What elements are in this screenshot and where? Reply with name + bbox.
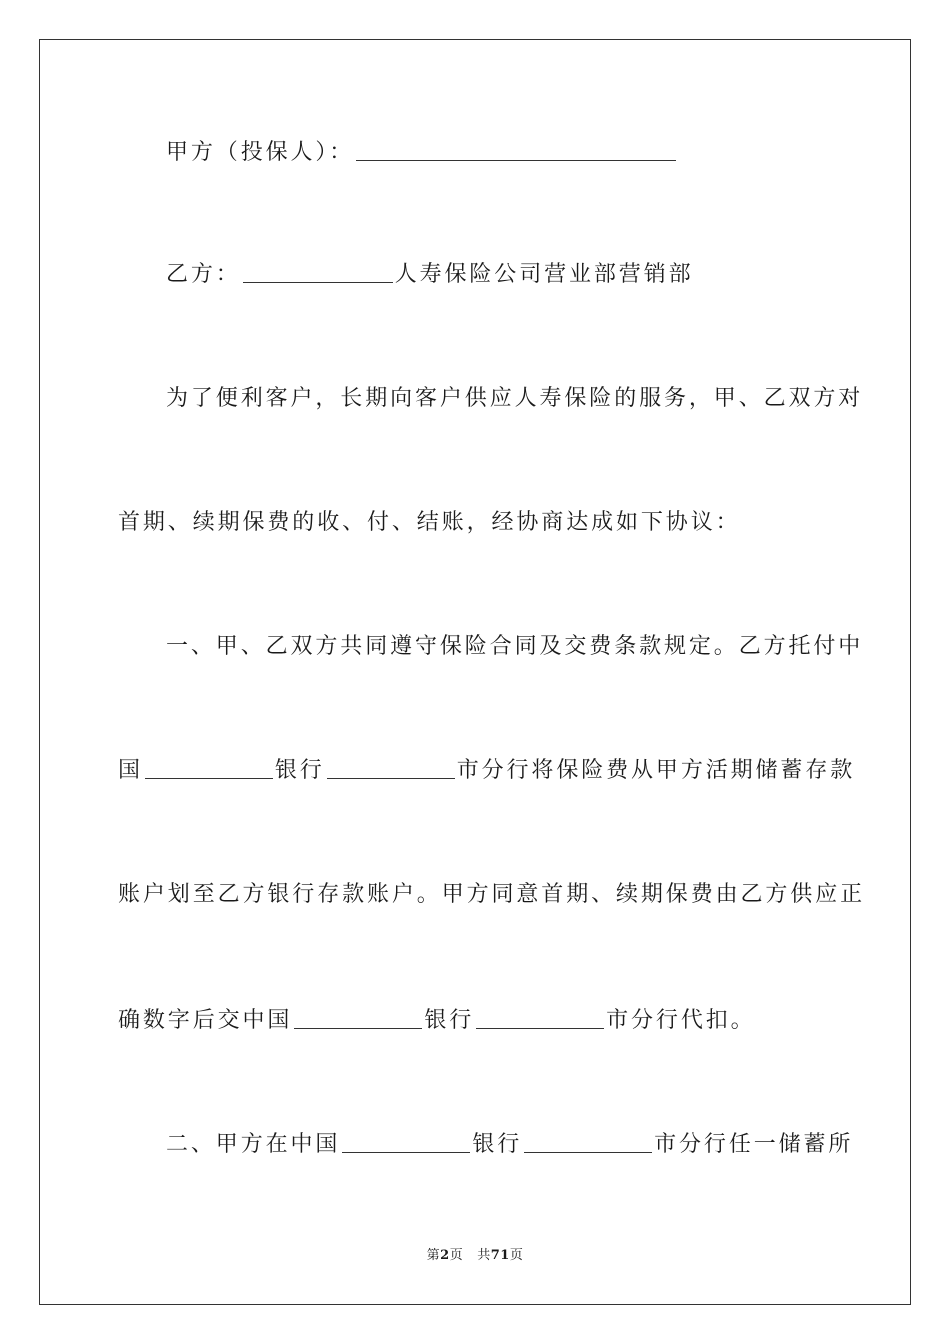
party-b-line [118,260,882,290]
party-b-blank[interactable] [243,260,393,283]
clause-text: 市分行将保险费从甲方活期储蓄存款 [456,758,856,783]
bank-name-blank[interactable] [294,1006,422,1029]
paragraph-line: 为了便利客户，长期向客户供应人寿保险的服务，甲、乙双方对 [166,386,864,411]
clause-text: 国 [118,758,143,783]
clause-text: 银行 [424,1008,475,1033]
party-b-label: 乙方： [166,262,241,287]
clause-text: 银行 [274,758,325,783]
party-b-company: 人寿保险公司营业部营销部 [394,262,694,287]
paragraph-line: 首期、续期保费的收、付、结账，经协商达成如下协议： [118,510,741,535]
city-blank[interactable] [524,1130,652,1153]
clause-text: 市分行任一储蓄所 [654,1132,854,1157]
page-number: 2 [440,1248,450,1263]
clause-text: 二、甲方在中国 [166,1132,341,1157]
city-blank[interactable] [327,756,455,779]
clause-1-line [118,1006,834,1036]
clause-text: 银行 [472,1132,523,1157]
total-suffix: 页 [509,1248,524,1263]
page-suffix: 页 [449,1248,464,1263]
page-footer [0,1248,950,1264]
total-prefix: 共 [477,1248,491,1263]
clause-1-line [118,756,856,786]
bank-name-blank[interactable] [145,756,273,779]
total-pages: 71 [490,1248,510,1263]
clause-2-line [118,1130,882,1160]
clause-text: 市分行代扣。 [606,1008,756,1033]
page-border [39,39,911,1305]
clause-1-line: 账户划至乙方银行存款账户。甲方同意首期、续期保费由乙方供应正 [118,882,866,907]
party-a-blank[interactable] [356,138,676,161]
city-blank[interactable] [476,1006,604,1029]
clause-text: 确数字后交中国 [118,1008,293,1033]
clause-1-line: 一、甲、乙双方共同遵守保险合同及交费条款规定。乙方托付中 [166,634,864,659]
party-a-label: 甲方（投保人）： [166,140,355,165]
page-prefix: 第 [426,1248,441,1263]
party-a-line [118,138,882,168]
bank-name-blank[interactable] [342,1130,470,1153]
